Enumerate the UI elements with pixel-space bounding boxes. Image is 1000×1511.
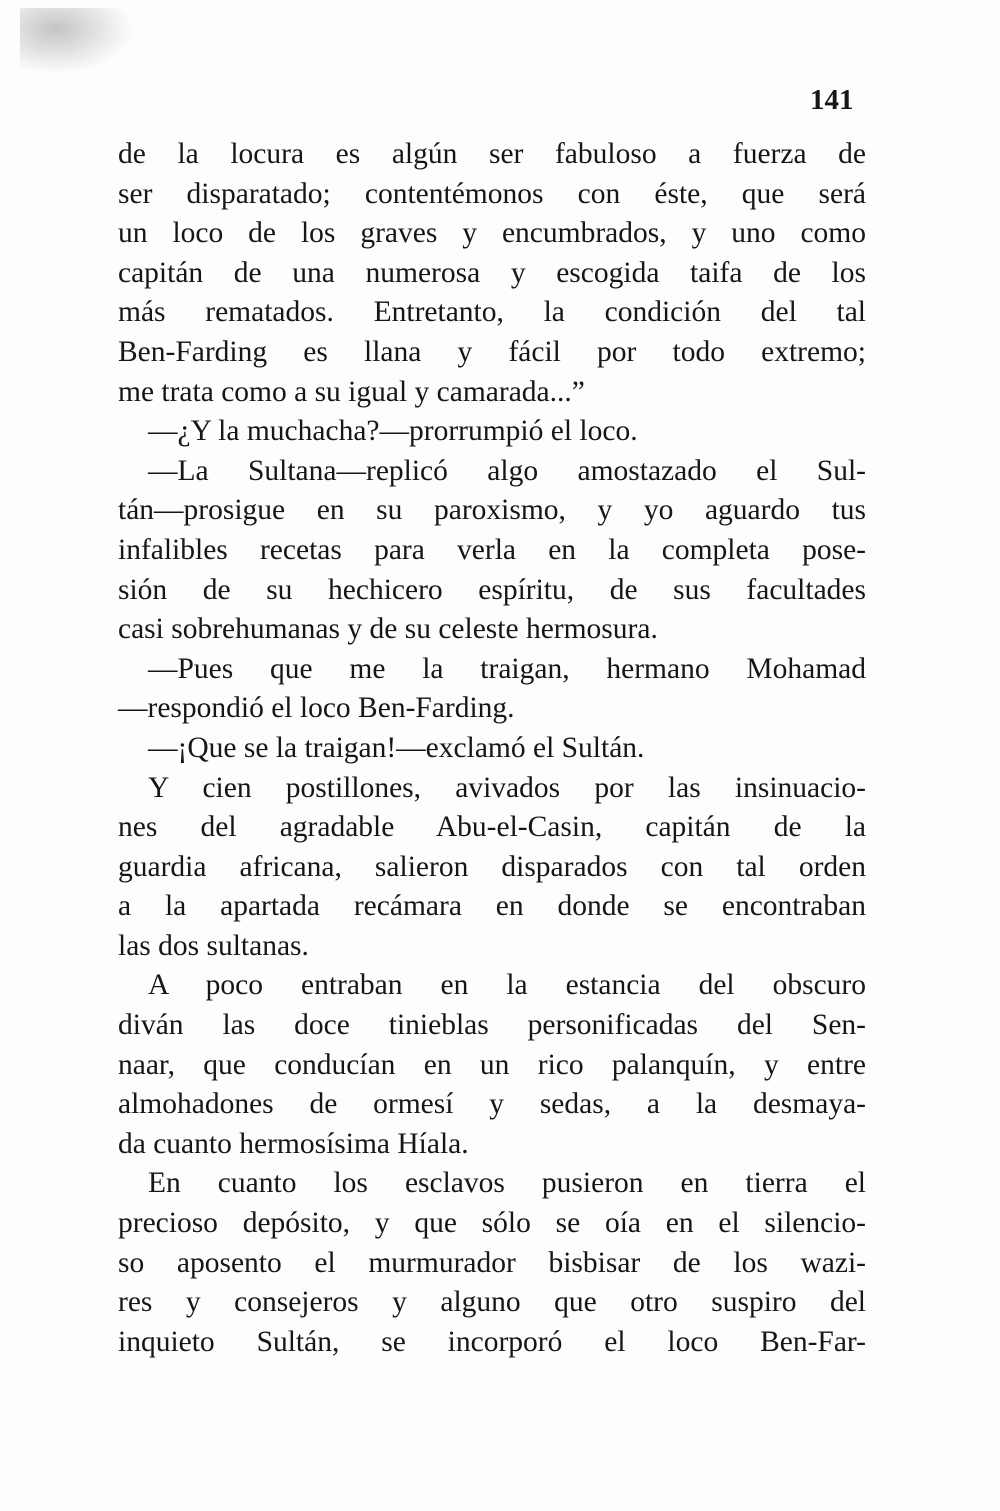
text-line: me trata como a su igual y camarada...” xyxy=(118,375,585,408)
text-line: —¿Y la muchacha?—prorrumpió el loco. xyxy=(148,415,638,448)
body-text xyxy=(118,135,866,1362)
text-line: Ben-Farding es llana y fácil por todo extremo; xyxy=(118,335,866,368)
page-number: 141 xyxy=(810,84,854,116)
text-line: almohadones de ormesí y sedas, a la desmaya- xyxy=(118,1088,866,1121)
text-line: ser disparatado; contentémonos con éste, que será xyxy=(118,177,866,210)
text-line: A poco entraban en la estancia del obscuro xyxy=(148,969,866,1002)
text-line: las dos sultanas. xyxy=(118,929,309,962)
text-line: capitán de una numerosa y escogida taifa de los xyxy=(118,256,866,289)
text-line: inquieto Sultán, se incorporó el loco Ben-Far- xyxy=(118,1325,866,1358)
text-line: so aposento el murmurador bisbisar de los wazi- xyxy=(118,1246,866,1279)
text-line: En cuanto los esclavos pusieron en tierra el xyxy=(148,1167,866,1200)
text-line: casi sobrehumanas y de su celeste hermosura. xyxy=(118,613,658,646)
text-line: diván las doce tinieblas personificadas del Sen- xyxy=(118,1009,866,1042)
text-line: nes del agradable Abu-el-Casin, capitán de la xyxy=(118,811,866,844)
text-line: tán—prosigue en su paroxismo, y yo aguardo tus xyxy=(118,494,866,527)
text-line: —La Sultana—replicó algo amostazado el Sul- xyxy=(148,454,866,487)
text-line: —respondió el loco Ben-Farding. xyxy=(118,692,515,725)
text-line: a la apartada recámara en donde se encontraban xyxy=(118,890,866,923)
text-line: —Pues que me la traigan, hermano Mohamad xyxy=(148,652,866,685)
text-line: naar, que conducían en un rico palanquín, y entre xyxy=(118,1048,866,1081)
text-line: de la locura es algún ser fabuloso a fuerza de xyxy=(118,138,866,170)
text-line: res y consejeros y alguno que otro suspiro del xyxy=(118,1286,866,1319)
text-line: guardia africana, salieron disparados con tal orden xyxy=(118,850,866,883)
text-line: sión de su hechicero espíritu, de sus facultades xyxy=(118,573,866,606)
text-line: infalibles recetas para verla en la completa pose- xyxy=(118,533,866,566)
scan-smudge xyxy=(20,8,140,78)
text-line: —¡Que se la traigan!—exclamó el Sultán. xyxy=(148,731,645,764)
text-line: más rematados. Entretanto, la condición del tal xyxy=(118,296,866,329)
text-line: da cuanto hermosísima Híala. xyxy=(118,1127,469,1160)
text-line: precioso depósito, y que sólo se oía en el silencio- xyxy=(118,1207,866,1240)
text-line: Y cien postillones, avivados por las insinuacio- xyxy=(148,771,866,804)
text-line: un loco de los graves y encumbrados, y uno como xyxy=(118,217,866,250)
